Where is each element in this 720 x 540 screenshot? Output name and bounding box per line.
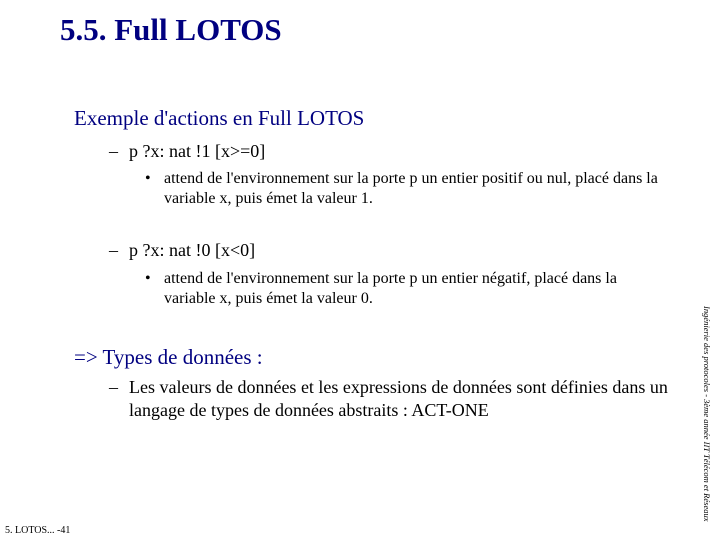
section-heading-examples: Exemple d'actions en Full LOTOS [74, 106, 365, 130]
bullet-marker: • [145, 170, 151, 187]
list-item-action-1-detail [145, 169, 665, 209]
action-description: attend de l'environnement sur la porte p un entier négatif, placé dans la variable x, puis émet la valeur 0. [164, 270, 617, 307]
data-types-description: Les valeurs de données et les expressions de données sont définies dans un langage de types de données abstraits : ACT-ONE [129, 377, 668, 420]
section-heading-data-types: => Types de données : [74, 345, 263, 369]
course-caption: Ingénierie des protocoles - 3ème année IIT Télécom et Réseaux [702, 306, 712, 522]
dash-marker: – [109, 141, 118, 161]
action-description: attend de l'environnement sur la porte p un entier positif ou nul, placé dans la variable x, puis émet la valeur 1. [164, 170, 658, 207]
bullet-marker: • [145, 270, 151, 287]
dash-marker: – [109, 240, 118, 260]
page-number: 5. LOTOS... -41 [5, 525, 71, 536]
action-expression: p ?x: nat !1 [x>=0] [129, 141, 266, 161]
list-item-action-1 [109, 140, 589, 163]
list-item-action-2-detail [145, 269, 665, 309]
list-item-data-types [109, 376, 669, 422]
list-item-action-2 [109, 239, 589, 262]
slide-title: 5.5. Full LOTOS [60, 12, 282, 47]
dash-marker: – [109, 377, 118, 397]
action-expression: p ?x: nat !0 [x<0] [129, 240, 256, 260]
